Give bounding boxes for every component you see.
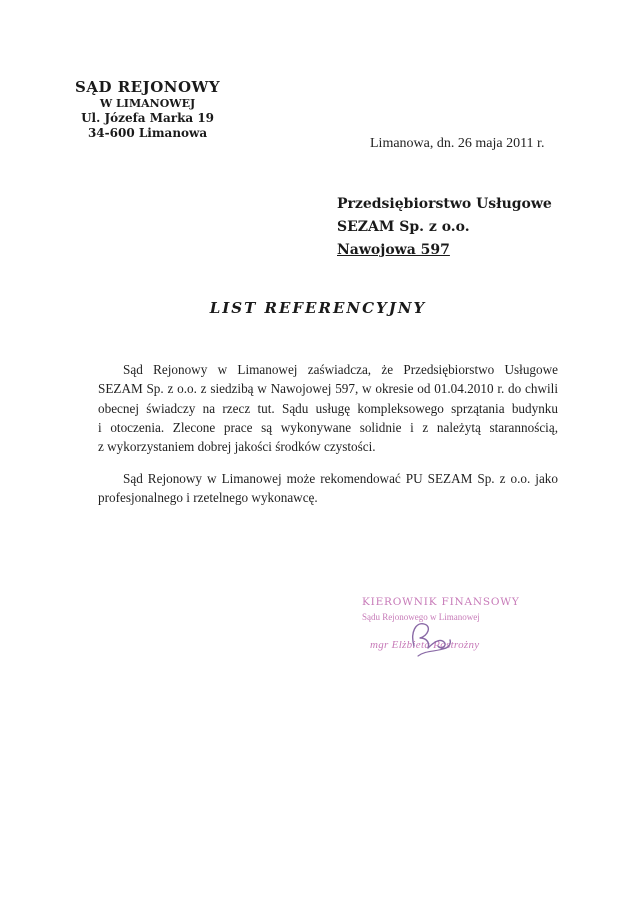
sender-city: W LIMANOWEJ — [99, 97, 196, 110]
paragraph-2 — [98, 469, 558, 508]
paragraph-1-line: obecnej świadczy na rzecz tut. Sądu usługę kompleksowego sprzątania budynku — [98, 400, 558, 416]
stamp-person: mgr Elżbieta Postrożny — [370, 639, 480, 651]
paragraph-1-line: SEZAM Sp. z o.o. z siedzibą w Nawojowej 597, w okresie od 01.04.2010 r. do chwili — [98, 381, 558, 397]
paragraph-1-line: Sąd Rejonowy w Limanowej zaświadcza, że Przedsiębiorstwo Usługowe — [123, 362, 558, 377]
sender-address-block — [75, 78, 220, 140]
place-and-date: Limanowa, dn. 26 maja 2011 r. — [370, 136, 545, 151]
document-title: LIST REFERENCYJNY — [209, 299, 427, 317]
recipient-line-1: Przedsiębiorstwo Usługowe — [337, 196, 552, 212]
stamp-title: KIEROWNIK FINANSOWY — [362, 596, 520, 608]
paragraph-2-line: profesjonalnego i rzetelnego wykonawcę. — [98, 490, 318, 506]
paragraph-1-line: z wykorzystaniem dobrej jakości środków czystości. — [98, 439, 376, 455]
paragraph-2-line: Sąd Rejonowy w Limanowej może rekomendować PU SEZAM Sp. z o.o. jako — [123, 471, 558, 486]
recipient-line-2: SEZAM Sp. z o.o. — [337, 219, 470, 235]
paragraph-1-line: i otoczenia. Zlecone prace są wykonywane solidnie i z należytą starannością, — [98, 419, 558, 435]
sender-postal: 34-600 Limanowa — [87, 126, 208, 140]
sender-name: SĄD REJONOWY — [75, 78, 221, 96]
recipient-address-block — [337, 193, 552, 262]
recipient-line-3: Nawojowa 597 — [337, 242, 450, 258]
stamp-institution: Sądu Rejonowego w Limanowej — [362, 612, 480, 622]
sender-street: Ul. Józefa Marka 19 — [81, 111, 215, 125]
handwritten-signature — [400, 612, 460, 662]
paragraph-1 — [98, 360, 558, 456]
